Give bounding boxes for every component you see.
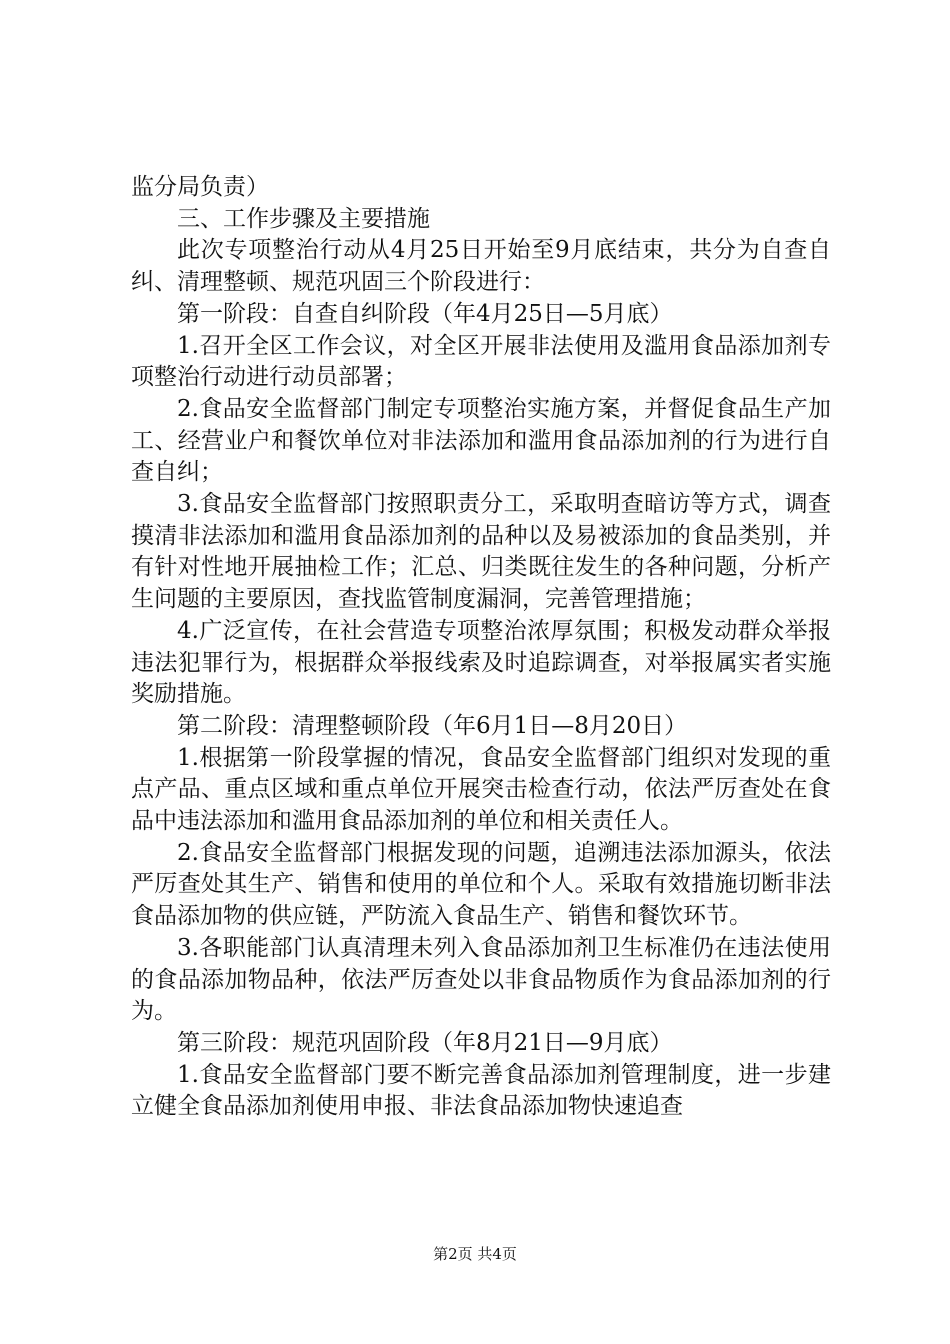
paragraph: 第三阶段：规范巩固阶段（年8月21日—9月底）	[177, 1029, 673, 1056]
paragraph: 此次专项整治行动从4月25日开始至9月底结束，共分为自查自纠、清理整顿、规范巩固三个阶段进行：	[131, 237, 831, 296]
paragraph: 2.食品安全监督部门根据发现的问题，追溯违法添加源头，依法严厉查处其生产、销售和使用的单位和个人。采取有效措施切断非法食品添加物的供应链，严防流入食品生产、销售和餐饮环节。	[131, 839, 831, 930]
paragraph: 三、工作步骤及主要措施	[177, 205, 430, 232]
paragraph: 3.食品安全监督部门按照职责分工，采取明查暗访等方式，调查摸清非法添加和滥用食品添加剂的品种以及易被添加的食品类别，并有针对性地开展抽检工作；汇总、归类既往发生的各种问题，分析产生问题的主要原因，查找监管制度漏洞，完善管理措施；	[131, 491, 831, 613]
paragraph: 1.根据第一阶段掌握的情况，食品安全监督部门组织对发现的重点产品、重点区域和重点单位开展突击检查行动，依法严厉查处在食品中违法添加和滥用食品添加剂的单位和相关责任人。	[131, 744, 831, 835]
paragraph: 监分局负责）	[131, 174, 269, 200]
paragraph: 4.广泛宣传，在社会营造专项整治浓厚氛围；积极发动群众举报违法犯罪行为，根据群众举报线索及时追踪调查，对举报属实者实施奖励措施。	[131, 617, 831, 708]
paragraph: 第一阶段：自查自纠阶段（年4月25日—5月底）	[177, 300, 673, 327]
paragraph: 1.食品安全监督部门要不断完善食品添加剂管理制度，进一步建立健全食品添加剂使用申报、非法食品添加物快速追查	[131, 1061, 831, 1120]
paragraph: 第二阶段：清理整顿阶段（年6月1日—8月20日）	[177, 712, 688, 739]
paragraph: 2.食品安全监督部门制定专项整治实施方案，并督促食品生产加工、经营业户和餐饮单位对非法添加和滥用食品添加剂的行为进行自查自纠；	[131, 395, 831, 486]
paragraph: 3.各职能部门认真清理未列入食品添加剂卫生标准仍在违法使用的食品添加物品种，依法严厉查处以非食品物质作为食品添加剂的行为。	[131, 934, 831, 1025]
page-footer: 第2页 共4页	[433, 1245, 517, 1263]
document-body	[131, 172, 831, 1123]
paragraph: 1.召开全区工作会议，对全区开展非法使用及滥用食品添加剂专项整治行动进行动员部署；	[131, 332, 831, 391]
